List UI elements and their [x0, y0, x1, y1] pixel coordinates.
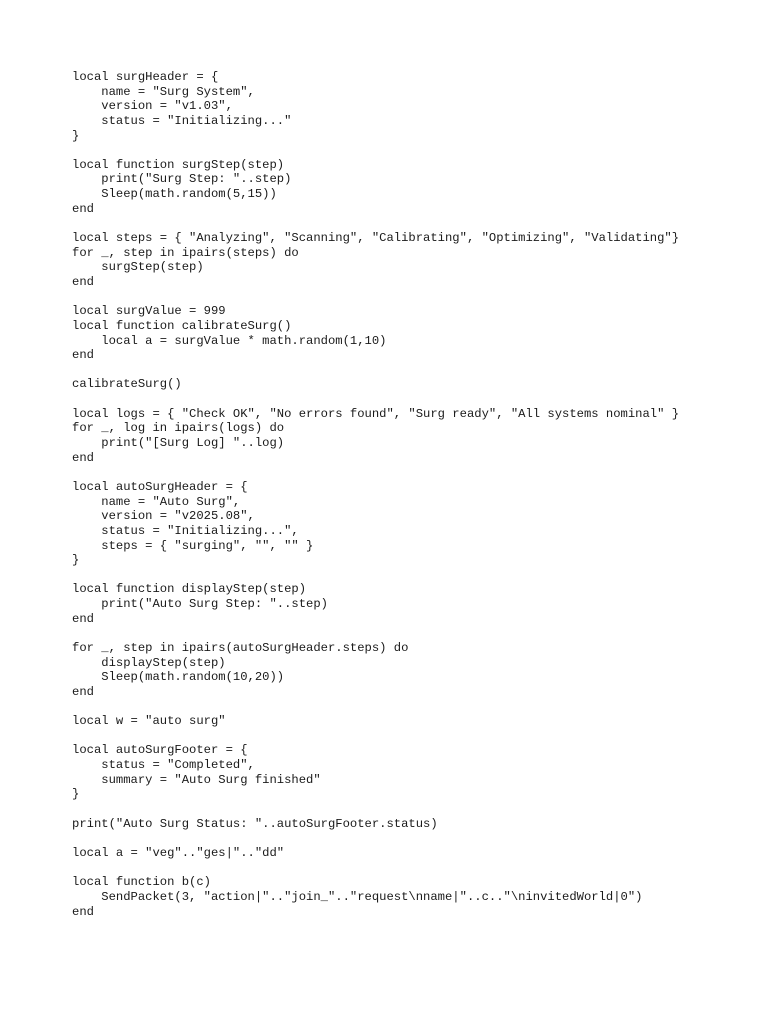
code-line: end	[72, 904, 94, 919]
code-line: version = "v1.03",	[72, 99, 233, 114]
code-line: steps = { "surging", "", "" }	[72, 538, 314, 553]
code-line: summary = "Auto Surg finished"	[72, 772, 321, 787]
code-line: local function surgStep(step)	[72, 157, 285, 172]
code-line: local function b(c)	[72, 875, 211, 890]
code-line	[72, 700, 752, 715]
code-line: print("Surg Step: "..step)	[72, 172, 292, 187]
code-line: print("[Surg Log] "..log)	[72, 436, 285, 451]
code-line	[72, 465, 752, 480]
code-line: local autoSurgHeader = {	[72, 479, 248, 494]
code-line	[72, 363, 752, 378]
code-line	[72, 392, 752, 407]
code-line: local surgHeader = {	[72, 70, 219, 84]
code-line: end	[72, 348, 94, 363]
code-line	[72, 729, 752, 744]
code-line: status = "Initializing..."	[72, 113, 292, 128]
code-line	[72, 861, 752, 876]
code-line: local w = "auto surg"	[72, 714, 226, 729]
code-line: }	[72, 787, 80, 802]
code-line: local function displayStep(step)	[72, 582, 307, 597]
code-line: Sleep(math.random(10,20))	[72, 670, 285, 685]
code-line: }	[72, 553, 80, 568]
code-line	[72, 802, 752, 817]
code-line	[72, 831, 752, 846]
code-line: displayStep(step)	[72, 655, 226, 670]
code-line: end	[72, 611, 94, 626]
code-line	[72, 290, 752, 305]
code-line: end	[72, 201, 94, 216]
code-line: for _, log in ipairs(logs) do	[72, 421, 285, 436]
code-line: local autoSurgFooter = {	[72, 743, 248, 758]
code-line: local logs = { "Check OK", "No errors found", "Surg ready", "All systems nominal" }	[72, 406, 680, 421]
code-line: local a = surgValue * math.random(1,10)	[72, 333, 387, 348]
code-line	[72, 626, 752, 641]
code-line	[72, 143, 752, 158]
code-line: name = "Auto Surg",	[72, 494, 241, 509]
code-document	[72, 70, 752, 919]
code-line: Sleep(math.random(5,15))	[72, 187, 277, 202]
code-line: for _, step in ipairs(autoSurgHeader.steps) do	[72, 640, 409, 655]
code-line: version = "v2025.08",	[72, 509, 255, 524]
code-line: end	[72, 274, 94, 289]
code-line: print("Auto Surg Step: "..step)	[72, 597, 328, 612]
code-line: local a = "veg".."ges|".."dd"	[72, 845, 285, 860]
code-line: calibrateSurg()	[72, 377, 182, 392]
code-line: for _, step in ipairs(steps) do	[72, 245, 299, 260]
code-line	[72, 216, 752, 231]
code-line: surgStep(step)	[72, 260, 204, 275]
code-line: end	[72, 684, 94, 699]
code-line: status = "Completed",	[72, 758, 255, 773]
code-line: local surgValue = 999	[72, 304, 226, 319]
code-line: local steps = { "Analyzing", "Scanning", "Calibrating", "Optimizing", "Validating"}	[72, 231, 680, 246]
code-line: print("Auto Surg Status: "..autoSurgFooter.status)	[72, 816, 438, 831]
code-line: end	[72, 450, 94, 465]
code-line: SendPacket(3, "action|".."join_".."request\nname|"..c.."\ninvitedWorld|0")	[72, 889, 643, 904]
code-line	[72, 568, 752, 583]
code-line: status = "Initializing...",	[72, 523, 299, 538]
code-line: name = "Surg System",	[72, 84, 255, 99]
code-line: local function calibrateSurg()	[72, 318, 292, 333]
code-line: }	[72, 128, 80, 143]
